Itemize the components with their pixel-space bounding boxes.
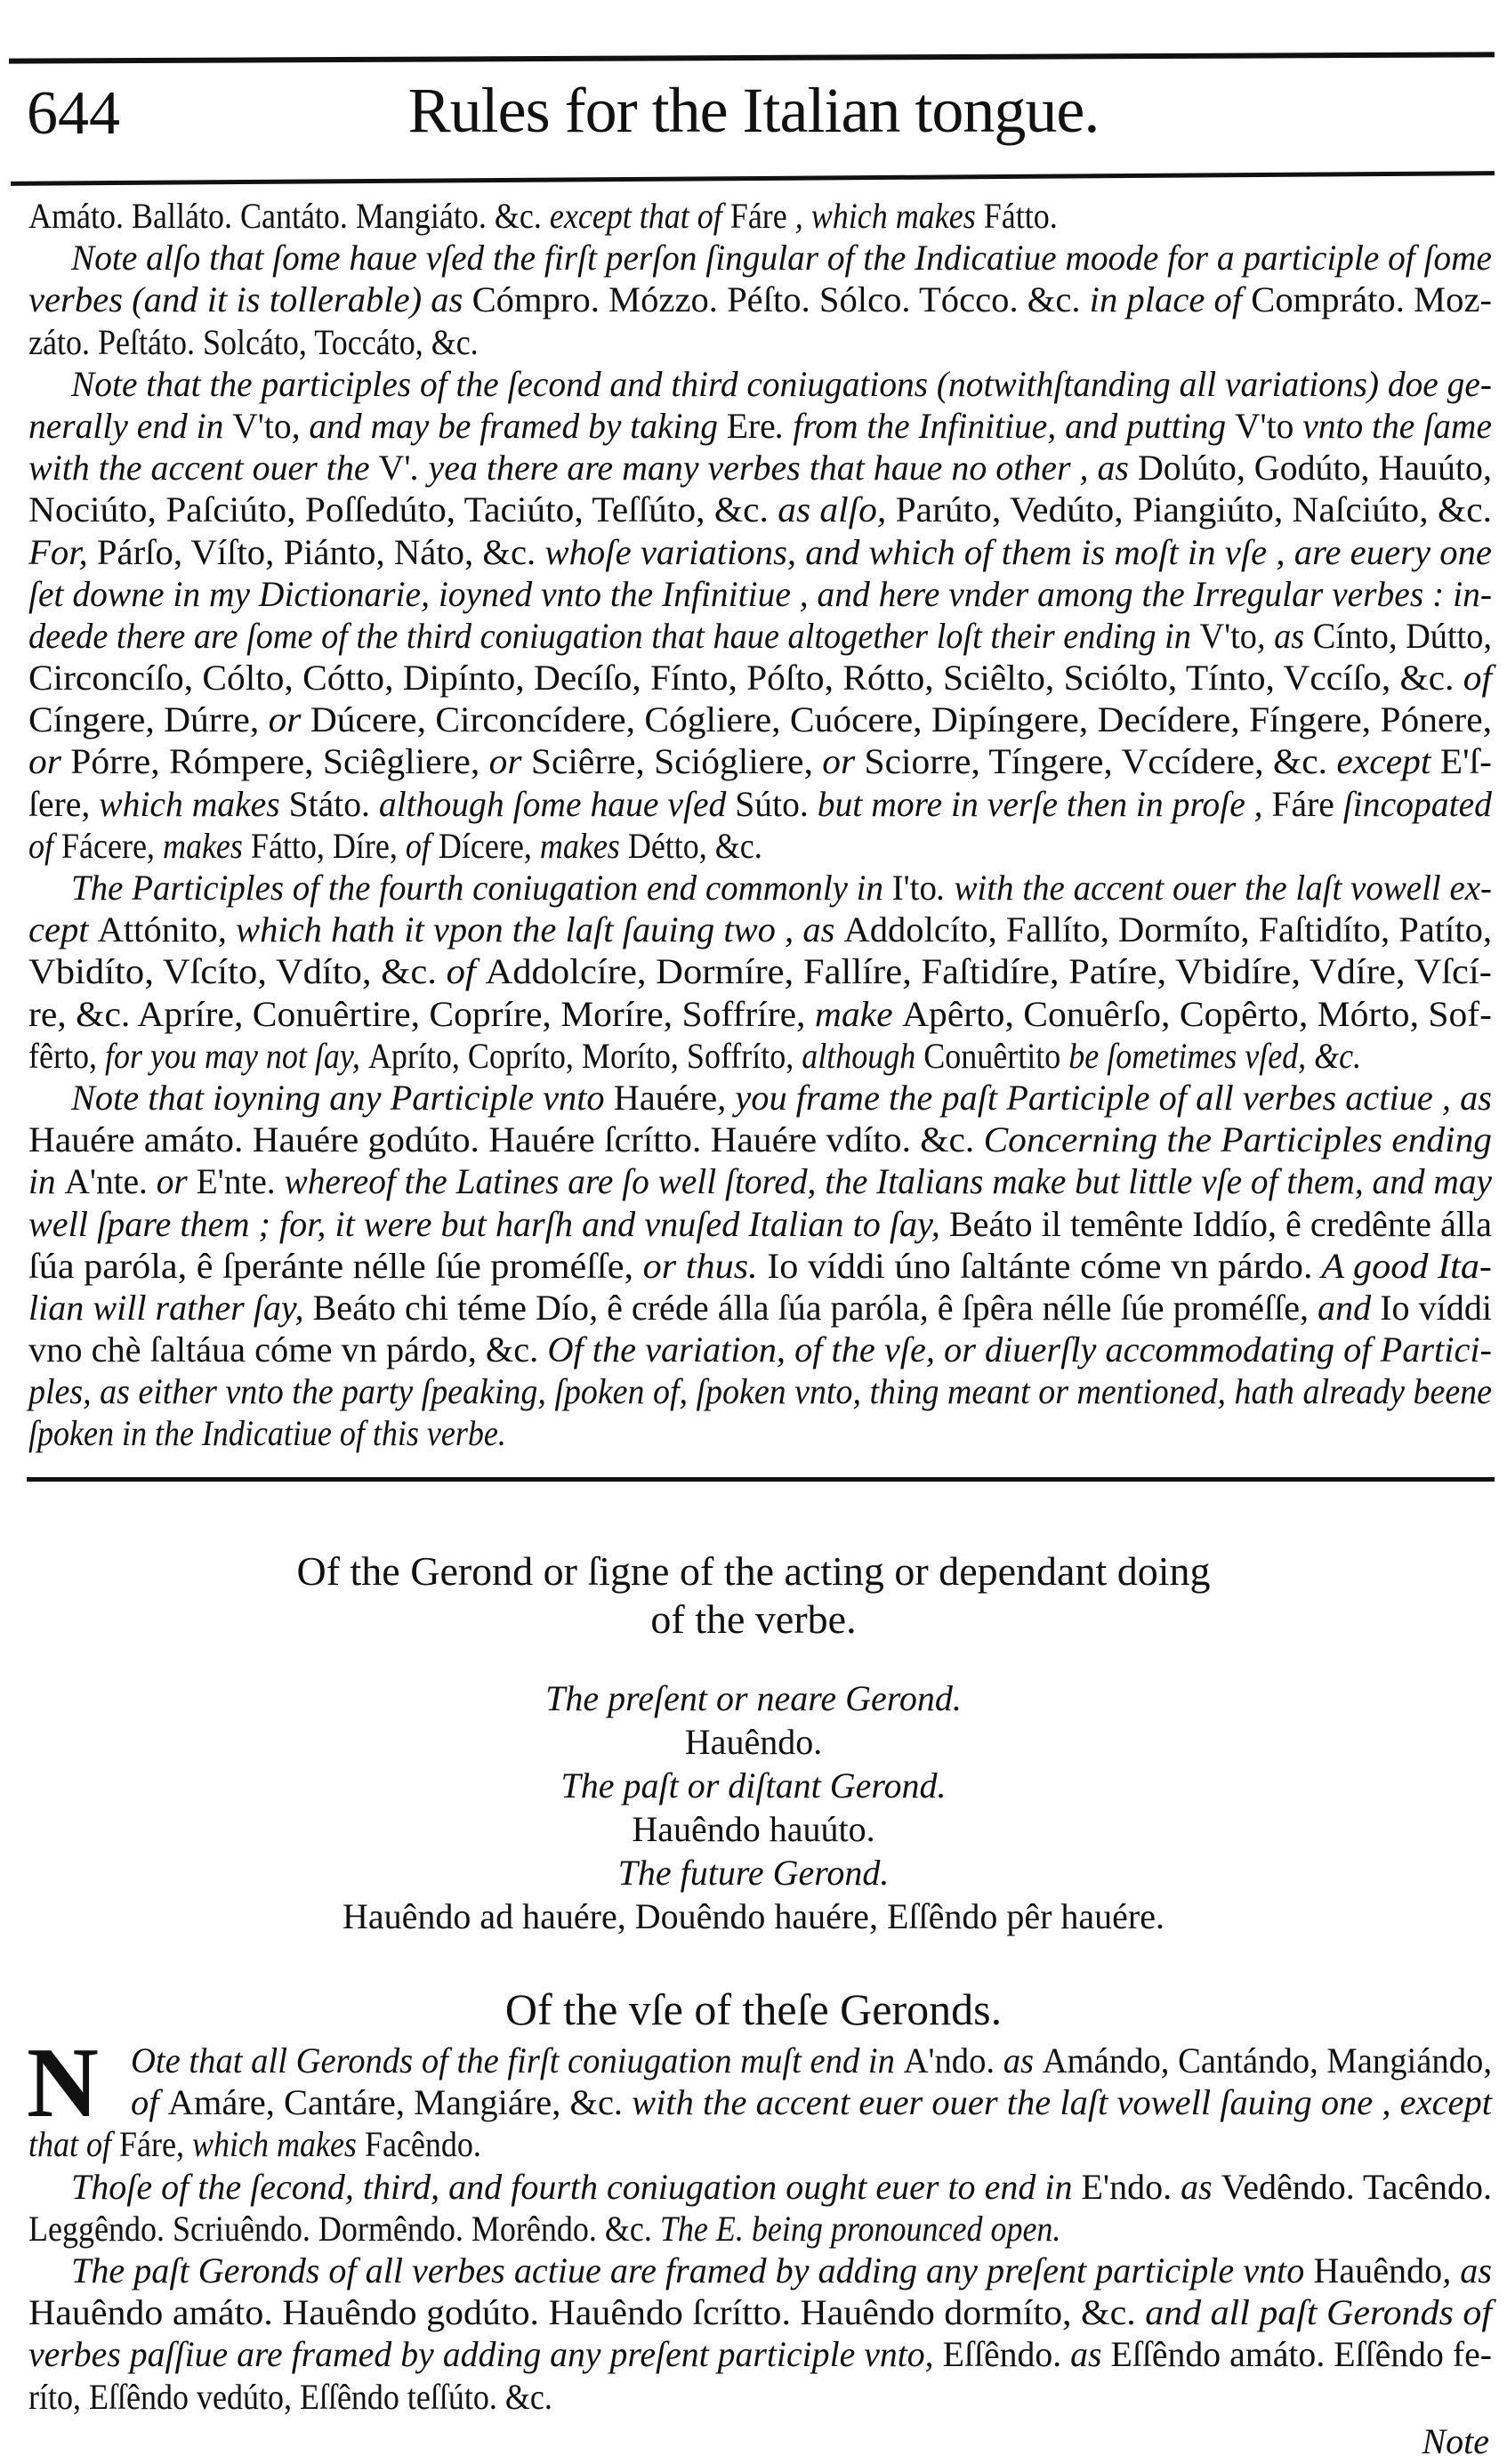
roman-text: Amándo, Cantándo, Mangiándo, bbox=[1042, 2040, 1492, 2080]
roman-text: Fáre bbox=[729, 196, 787, 236]
italic-text: . with the accent ouer the laſt vowell ex- bbox=[936, 868, 1492, 908]
text-line bbox=[28, 2123, 1496, 2165]
section-divider-rule bbox=[27, 1477, 1495, 1482]
italic-text: although bbox=[794, 1035, 924, 1076]
roman-text: V'to bbox=[232, 405, 292, 446]
text-line bbox=[28, 2208, 1496, 2250]
roman-text: Sciorre, Tíngere, Vccídere, &c. bbox=[864, 741, 1328, 782]
text-line bbox=[28, 867, 1496, 909]
italic-text: For, bbox=[28, 531, 97, 572]
italic-text: Note that the participles of the ſecond and third coniugations (notwithſtanding all variations) doe ge- bbox=[71, 363, 1492, 404]
italic-text: The Participles of the fourth coniugation end commonly in bbox=[71, 868, 892, 908]
roman-text: V'to bbox=[1199, 615, 1257, 656]
italic-text: cept bbox=[28, 909, 98, 950]
italic-text: deede there are ſome of the third coniugation that haue altogether loſt their ending in bbox=[28, 615, 1200, 656]
italic-text: for you may not ſay, bbox=[96, 1035, 368, 1076]
text-line bbox=[28, 1412, 1496, 1454]
italic-text: vnto the ſame bbox=[1293, 405, 1492, 446]
italic-text: or bbox=[147, 1161, 197, 1202]
italic-text: The E. being pronounced open. bbox=[651, 2208, 1061, 2249]
roman-text: Eſſêndo. bbox=[942, 2334, 1062, 2375]
italic-text: makes bbox=[154, 825, 251, 866]
roman-text: Fáre bbox=[1271, 783, 1343, 824]
roman-text: Addolcíre, Dormíre, Fallíre, Faſtidíre, Patíre, Vbidíre, Vdíre, Vſcí- bbox=[485, 951, 1493, 992]
text-line bbox=[28, 2376, 1496, 2418]
text-line bbox=[28, 699, 1496, 740]
future-gerond-label: The future Gerond. bbox=[617, 1853, 890, 1893]
main-text bbox=[28, 195, 1496, 1455]
text-line bbox=[28, 2081, 1496, 2123]
text-line bbox=[28, 573, 1496, 615]
roman-text: Súto. bbox=[735, 783, 809, 824]
roman-text: Fátto, Díre, bbox=[250, 825, 398, 866]
italic-text: of bbox=[397, 825, 439, 866]
roman-text: A'nte. bbox=[64, 1161, 148, 1202]
italic-text: , as bbox=[1442, 2250, 1492, 2290]
text-line bbox=[28, 2291, 1496, 2333]
text-line bbox=[28, 993, 1496, 1035]
roman-text: Fácere, bbox=[61, 825, 155, 866]
roman-text: vno chè ſaltáua cóme vn párdo, &c. bbox=[28, 1329, 539, 1370]
roman-text: fêrto, bbox=[28, 1035, 97, 1076]
italic-text: of bbox=[131, 2082, 168, 2123]
roman-text: Pórre, Rómpere, Sciêgliere, bbox=[70, 741, 480, 782]
roman-text: Hauêndo bbox=[1313, 2250, 1443, 2290]
text-line bbox=[28, 657, 1496, 699]
italic-text: except that of bbox=[541, 196, 730, 236]
italic-text: well ſpare them ; for, it were but harſh and vnuſed Italian to ſay, bbox=[28, 1203, 949, 1244]
roman-text: Fátto. bbox=[983, 196, 1058, 236]
italic-text: , as bbox=[1256, 615, 1313, 656]
text-line bbox=[28, 825, 1496, 867]
roman-text: Circoncíſo, Cólto, Cótto, Dipínto, Decíſo, Fínto, Póſto, Rótto, Sciêlto, Sciólto, Tínto, Vccíſo, &c. bbox=[28, 658, 1455, 699]
text-line bbox=[28, 1287, 1496, 1329]
text-line bbox=[28, 447, 1496, 489]
header-rule-top bbox=[9, 52, 1495, 63]
italic-text: and all paſt Geronds of bbox=[1135, 2292, 1492, 2333]
italic-text: , which makes bbox=[786, 196, 984, 236]
italic-text: but more in verſe then in proſe , bbox=[808, 783, 1272, 824]
roman-text: Io víddi bbox=[1380, 1287, 1492, 1328]
page-number: 644 bbox=[27, 79, 120, 148]
roman-text: ſere, bbox=[28, 783, 91, 824]
italic-text: as alſo, bbox=[768, 489, 896, 530]
roman-text: A'ndo. bbox=[903, 2040, 995, 2080]
roman-text: Fáre, bbox=[119, 2124, 184, 2165]
roman-text: Vbidíto, Vſcíto, Vdíto, &c. bbox=[28, 951, 437, 992]
italic-text: Thoſe of the ſecond, third, and fourth coniugation ought euer to end in bbox=[71, 2166, 1082, 2207]
italic-text: as bbox=[995, 2040, 1043, 2080]
italic-text: . yea there are many verbes that haue no other , as bbox=[410, 448, 1138, 489]
roman-text: E'ſ- bbox=[1439, 741, 1492, 782]
italic-text: in place of bbox=[1080, 279, 1252, 320]
italic-text: be ſometimes vſed, &c. bbox=[1060, 1035, 1362, 1076]
roman-text: Amáto. Balláto. Cantáto. Mangiáto. &c. bbox=[28, 196, 542, 236]
italic-text: lian will rather ſay, bbox=[28, 1287, 313, 1328]
italic-text: , and may be framed by taking bbox=[291, 405, 727, 446]
roman-text: Attónito bbox=[97, 909, 218, 950]
text-line bbox=[28, 279, 1496, 320]
roman-text: Apêrto, Conuêrſo, Copêrto, Mórto, Sof- bbox=[901, 993, 1493, 1034]
roman-text: I'to bbox=[891, 868, 937, 908]
italic-text: ſpoken in the Indicatiue of this verbe. bbox=[28, 1413, 506, 1454]
roman-text: re, &c. Apríre, Conuêrtire, Copríre, Moríre, Soffríre, bbox=[28, 993, 806, 1034]
italic-text: that of bbox=[28, 2124, 120, 2165]
italic-text: Concerning the Participles ending bbox=[974, 1119, 1492, 1160]
roman-text: Détto, &c. bbox=[627, 825, 762, 866]
roman-text: Cómpro. Mózzo. Péſto. Sólco. Tócco. &c. bbox=[471, 279, 1081, 320]
italic-text: Note alſo that ſome haue vſed the firſt perſon ſingular of the Indicatiue moode for a participle of ſome bbox=[71, 238, 1492, 279]
roman-text: záto. Peſtáto. Solcáto, Toccáto, &c. bbox=[28, 321, 479, 362]
italic-text: A good Ita- bbox=[1312, 1245, 1492, 1286]
roman-text: Compráto. Moz- bbox=[1251, 279, 1492, 320]
italic-text: which makes bbox=[90, 783, 289, 824]
roman-text: V' bbox=[378, 448, 411, 489]
text-line bbox=[28, 1203, 1496, 1245]
text-line bbox=[28, 1329, 1496, 1370]
text-line bbox=[28, 740, 1496, 782]
gerond-heading-line1: Of the Gerond or ſigne of the acting or dependant doing bbox=[296, 1548, 1211, 1594]
roman-text: Cínto, Dútto, bbox=[1312, 615, 1492, 656]
italic-text: or bbox=[480, 741, 531, 782]
roman-text: Vedêndo. Tacêndo. bbox=[1221, 2166, 1492, 2207]
text-line bbox=[28, 909, 1496, 950]
italic-text: The paſt Geronds of all verbes actiue are framed by adding any preſent participle vnto bbox=[71, 2250, 1314, 2290]
present-gerond-form: Hauêndo. bbox=[684, 1722, 823, 1762]
italic-text: in bbox=[28, 1161, 65, 1202]
text-line bbox=[28, 1119, 1496, 1160]
future-gerond-form: Hauêndo ad hauére, Douêndo hauére, Eſſêndo pêr hauére. bbox=[342, 1896, 1165, 1936]
text-line bbox=[28, 1077, 1496, 1119]
roman-text: V'to bbox=[1234, 405, 1294, 446]
italic-text: of bbox=[1454, 658, 1492, 699]
italic-text: with the accent euer ouer the laſt vowell ſauing one , except bbox=[623, 2082, 1492, 2123]
italic-text: or bbox=[259, 699, 310, 740]
roman-text: Sciêrre, Sciógliere, bbox=[530, 741, 813, 782]
italic-text: make bbox=[805, 993, 902, 1034]
catchword: Note bbox=[1422, 2421, 1489, 2461]
italic-text: or bbox=[812, 741, 865, 782]
text-line bbox=[28, 1245, 1496, 1287]
roman-text: Facêndo. bbox=[364, 2124, 481, 2165]
gerond-heading-line2: of the verbe. bbox=[650, 1596, 857, 1642]
text-line bbox=[28, 1370, 1496, 1412]
text-line bbox=[28, 2333, 1496, 2375]
text-line bbox=[28, 2040, 1496, 2081]
present-gerond-label: The preſent or neare Gerond. bbox=[545, 1678, 962, 1718]
italic-text: ſet downe in my Dictionarie, ioyned vnto the Infinitiue , and here vnder among the Irregular verbes : in- bbox=[28, 573, 1492, 614]
italic-text: which makes bbox=[183, 2124, 365, 2165]
text-line bbox=[28, 2166, 1496, 2208]
roman-text: Hauére bbox=[613, 1077, 718, 1118]
italic-text: Ote that all Geronds of the firſt coniugation muſt end in bbox=[131, 2040, 904, 2080]
roman-text: Nociúto, Paſciúto, Poſſedúto, Taciúto, Teſſúto, &c. bbox=[28, 489, 769, 530]
roman-text: Hauére amáto. Hauére godúto. Hauére ſcrítto. Hauére vdíto. &c. bbox=[28, 1119, 975, 1160]
text-line bbox=[28, 489, 1496, 530]
text-line bbox=[28, 950, 1496, 992]
italic-text: Note that ioyning any Participle vnto bbox=[71, 1077, 614, 1118]
italic-text: verbes (and it is tollerable) as bbox=[28, 279, 472, 320]
drop-cap: N bbox=[27, 2028, 99, 2138]
text-line bbox=[28, 363, 1496, 405]
text-line bbox=[28, 405, 1496, 447]
italic-text: or bbox=[28, 741, 71, 782]
italic-text: , which hath it vpon the laſt ſauing two , as bbox=[217, 909, 844, 950]
italic-text: of bbox=[28, 825, 62, 866]
header-rule-bottom bbox=[11, 171, 1495, 186]
roman-text: Beáto il temênte Iddío, ê credênte álla bbox=[948, 1203, 1492, 1244]
roman-text: Apríto, Copríto, Moríto, Soffríto, bbox=[367, 1035, 794, 1076]
text-line bbox=[28, 531, 1496, 573]
italic-text: or thus. bbox=[633, 1245, 768, 1286]
past-gerond-label: The paſt or diſtant Gerond. bbox=[560, 1765, 947, 1806]
italic-text: and bbox=[1309, 1287, 1381, 1328]
roman-text: Amáre, Cantáre, Mangiáre, &c. bbox=[167, 2082, 624, 2123]
italic-text: with the accent ouer the bbox=[28, 448, 379, 489]
italic-text: verbes paſſiue are framed by adding any preſent participle vnto, bbox=[28, 2334, 943, 2375]
roman-text: E'nte. bbox=[196, 1161, 276, 1202]
running-title: Rules for the Italian tongue. bbox=[407, 75, 1100, 146]
roman-text: ſúa paróla, ê ſperánte nélle ſúe proméſſe, bbox=[28, 1245, 634, 1286]
roman-text: Dolúto, Godúto, Hauúto, bbox=[1137, 448, 1492, 489]
text-line bbox=[28, 1035, 1496, 1077]
roman-text: Státo. bbox=[288, 783, 370, 824]
roman-text: ríto, Eſſêndo vedúto, Eſſêndo teſſúto. &c. bbox=[28, 2376, 552, 2417]
italic-text: whoſe variations, and which of them is moſt in vſe , are euery one bbox=[536, 531, 1492, 572]
roman-text: Io víddi úno ſaltánte cóme vn párdo. bbox=[767, 1245, 1313, 1286]
roman-text: Conuêrtito bbox=[923, 1035, 1061, 1076]
text-line bbox=[28, 1160, 1496, 1202]
italic-text: ples, as either vnto the party ſpeaking, ſpoken of, ſpoken vnto, thing meant or mentioned, hath already beene bbox=[28, 1371, 1492, 1412]
italic-text: makes bbox=[531, 825, 628, 866]
roman-text: Hauêndo amáto. Hauêndo godúto. Hauêndo ſcrítto. Hauêndo dormíto, &c. bbox=[28, 2292, 1136, 2333]
italic-text: ſincopated bbox=[1342, 783, 1492, 824]
text-line bbox=[28, 615, 1496, 657]
roman-text: Dícere, bbox=[438, 825, 532, 866]
italic-text: whereof the Latines are ſo well ſtored, the Italians make but little vſe of them, and may bbox=[275, 1161, 1492, 1202]
text-line bbox=[28, 195, 1496, 237]
roman-text: Addolcíto, Fallíto, Dormíto, Faſtidíto, Patíto, bbox=[843, 909, 1492, 950]
past-gerond-form: Hauêndo hauúto. bbox=[632, 1809, 875, 1849]
roman-text: Parúto, Vedúto, Piangiúto, Naſciúto, &c. bbox=[895, 489, 1492, 530]
text-line bbox=[28, 783, 1496, 825]
italic-text: of bbox=[436, 951, 486, 992]
roman-text: Leggêndo. Scriuêndo. Dormêndo. Morêndo. &c. bbox=[28, 2208, 652, 2249]
use-heading: Of the vſe of theſe Geronds. bbox=[504, 1984, 1003, 2034]
text-line bbox=[28, 321, 1496, 363]
italic-text: except bbox=[1327, 741, 1440, 782]
text-line bbox=[28, 237, 1496, 279]
use-text bbox=[27, 2028, 1496, 2418]
italic-text: Of the variation, of the vſe, or diuerſly accommodating of Partici- bbox=[538, 1329, 1493, 1370]
roman-text: E'ndo. bbox=[1081, 2166, 1173, 2207]
roman-text: Párſo, Víſto, Piánto, Náto, &c. bbox=[96, 531, 536, 572]
italic-text: although ſome haue vſed bbox=[369, 783, 736, 824]
text-line bbox=[28, 2250, 1496, 2291]
roman-text: Beáto chi téme Dío, ê créde álla ſúa paróla, ê ſpêra nélle ſúe proméſſe, bbox=[312, 1287, 1310, 1328]
roman-text: Dúcere, Circoncídere, Cógliere, Cuócere, Dipíngere, Decídere, Fíngere, Pónere, bbox=[310, 699, 1493, 740]
roman-text: Eſſêndo amáto. Eſſêndo fe- bbox=[1110, 2334, 1492, 2375]
italic-text: as bbox=[1172, 2166, 1221, 2207]
italic-text: . from the Infinitiue, and putting bbox=[775, 405, 1235, 446]
roman-text: Cíngere, Dúrre, bbox=[28, 699, 260, 740]
italic-text: , you frame the paſt Participle of all verbes actiue , as bbox=[717, 1077, 1492, 1118]
roman-text: Ere bbox=[726, 405, 776, 446]
italic-text: as bbox=[1061, 2334, 1111, 2375]
italic-text: nerally end in bbox=[28, 405, 233, 446]
